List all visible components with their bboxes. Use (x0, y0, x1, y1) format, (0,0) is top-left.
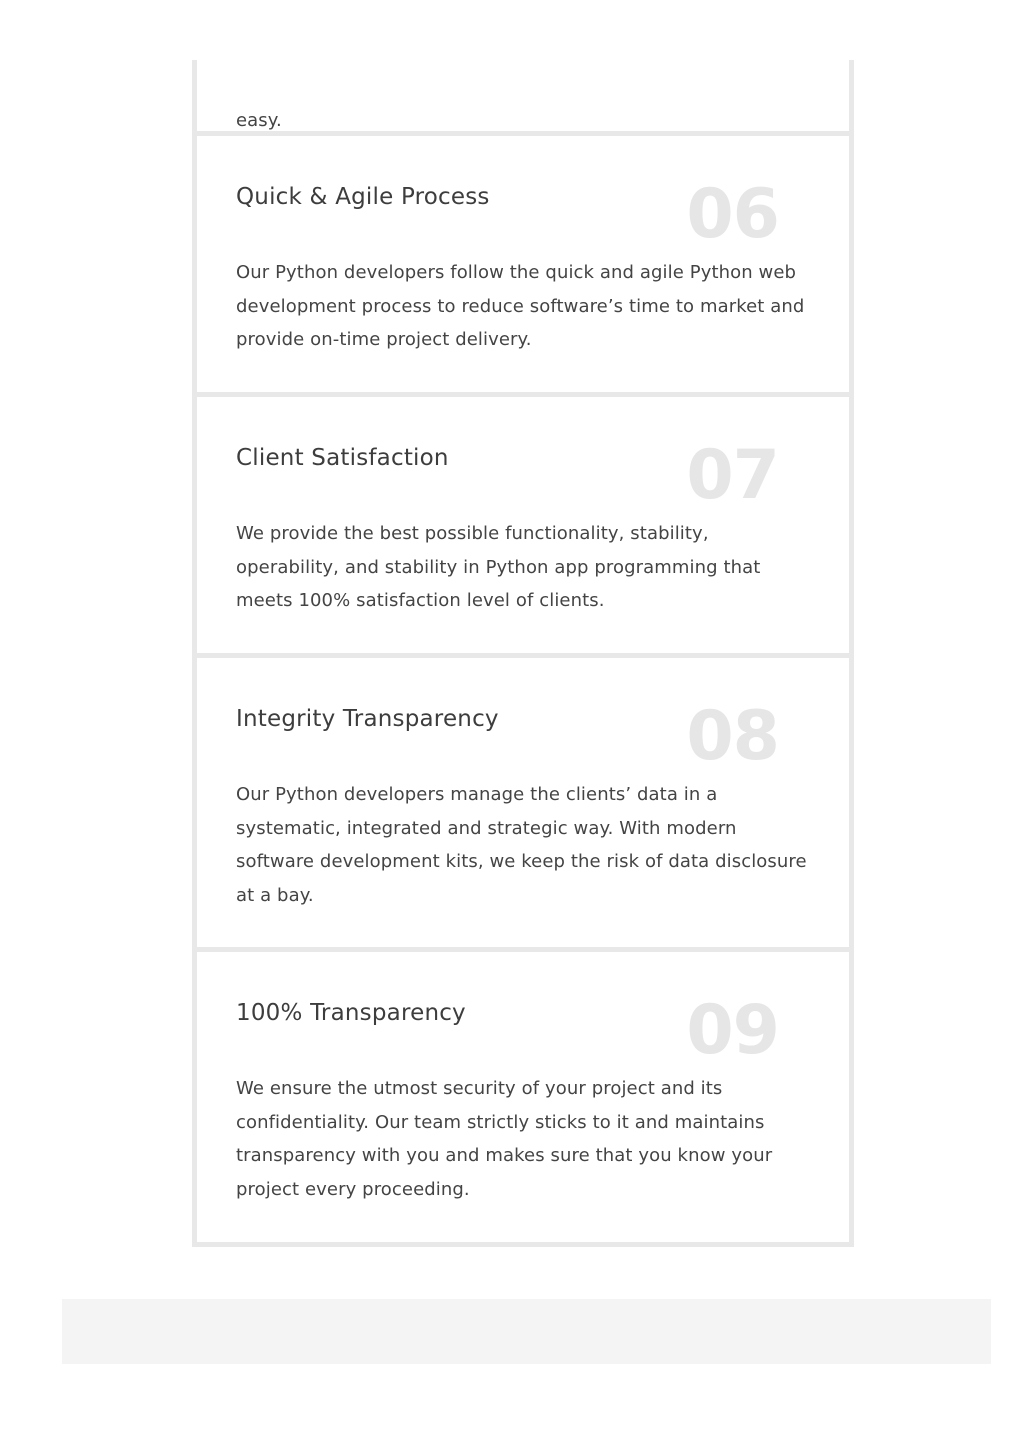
feature-card-integrity-transparency (197, 658, 849, 947)
feature-card-text: easy. (236, 110, 282, 131)
feature-card-list (192, 60, 854, 1247)
feature-card-100-transparency (197, 952, 849, 1242)
feature-card-number: 07 (686, 436, 779, 515)
feature-card-partial (197, 60, 849, 131)
feature-card-number: 09 (686, 991, 779, 1070)
feature-card-text: Our Python developers follow the quick and agile Python web development process to reduce software’s time to market and provide on-time project delivery. (236, 262, 805, 351)
footer-band (62, 1299, 991, 1364)
feature-card-text: Our Python developers manage the clients’ data in a systematic, integrated and strategic way. With modern software development kits, we keep the risk of data disclosure at a bay. (236, 784, 807, 906)
feature-card-title: 100% Transparency (236, 1000, 466, 1026)
feature-card-quick-agile-process (197, 136, 849, 392)
feature-card-number: 08 (686, 697, 779, 776)
feature-card-client-satisfaction (197, 397, 849, 653)
feature-card-text: We provide the best possible functionality, stability, operability, and stability in Python app programming that meets 100% satisfaction level of clients. (236, 523, 761, 612)
feature-card-title: Client Satisfaction (236, 445, 449, 471)
feature-card-title: Integrity Transparency (236, 706, 499, 732)
feature-card-number: 06 (686, 175, 779, 254)
feature-card-text: We ensure the utmost security of your project and its confidentiality. Our team strictly sticks to it and maintains transparency with you and makes sure that you know your project every proceeding. (236, 1078, 773, 1200)
feature-card-title: Quick & Agile Process (236, 184, 490, 210)
